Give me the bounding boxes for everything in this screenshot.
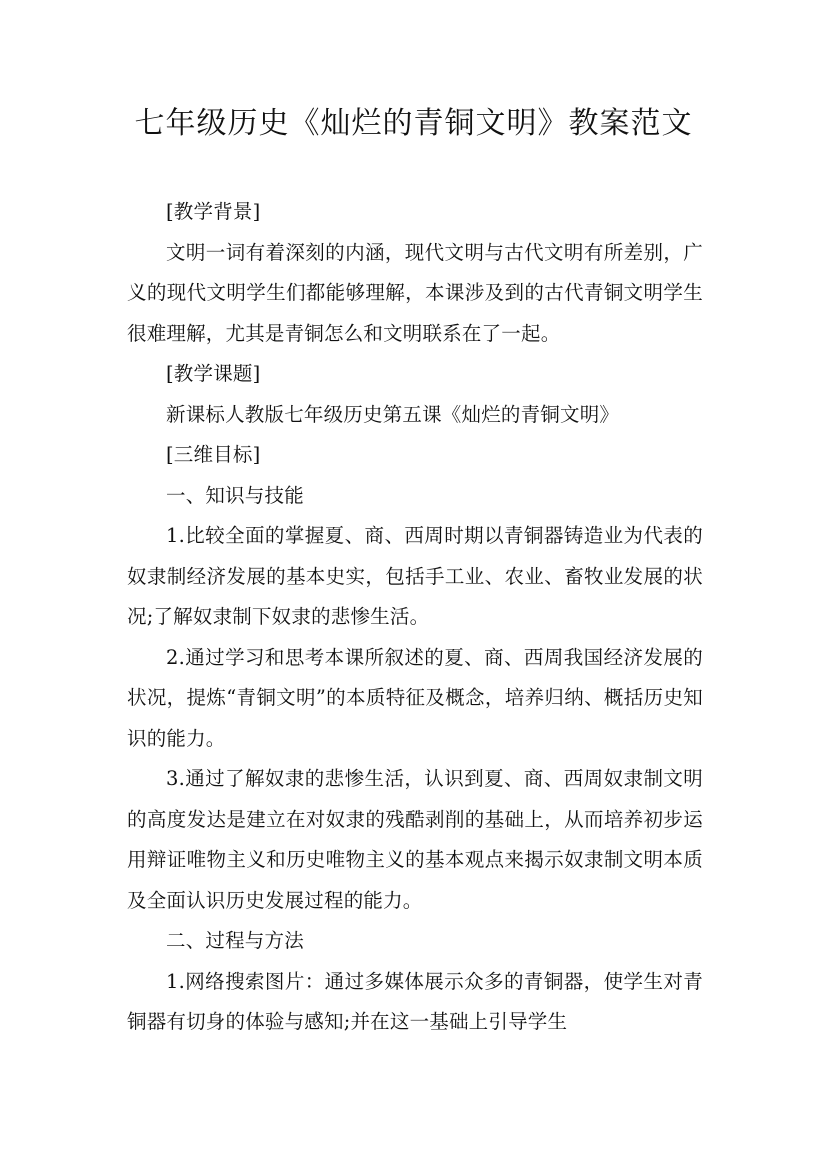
- section-heading-three-dimensional-goals: [三维目标]: [166, 443, 261, 466]
- subheading-knowledge-and-skills: 一、知识与技能: [166, 483, 304, 507]
- subheading-process-and-method: 二、过程与方法: [166, 929, 304, 952]
- paragraph-teaching-topic: 新课标人教版七年级历史第五课《灿烂的青铜文明》: [166, 402, 620, 426]
- document-title: 七年级历史《灿烂的青铜文明》教案范文: [134, 106, 693, 141]
- section-heading-teaching-background: [教学背景]: [166, 200, 261, 223]
- list-item-process-1: 1.网络搜索图片：通过多媒体展示众多的青铜器，使学生对青铜器有切身的体验与感知;并在这一基础上引导学生: [127, 969, 703, 1033]
- document-body: [127, 192, 703, 1043]
- list-item-knowledge-3: 3.通过了解奴隶的悲惨生活，认识到夏、商、西周奴隶制文明的高度发达是建立在对奴隶的残酷剥削的基础上，从而培养初步运用辩证唯物主义和历史唯物主义的基本观点来揭示奴隶制文明本质及全面认识历史发展过程的能力。: [127, 767, 703, 912]
- paragraph-teaching-background: 文明一词有着深刻的内涵，现代文明与古代文明有所差别，广义的现代文明学生们都能够理解，本课涉及到的古代青铜文明学生很难理解，尤其是青铜怎么和文明联系在了一起。: [127, 240, 703, 345]
- list-item-knowledge-1: 1.比较全面的掌握夏、商、西周时期以青铜器铸造业为代表的奴隶制经济发展的基本史实，包括手工业、农业、畜牧业发展的状况;了解奴隶制下奴隶的悲惨生活。: [127, 524, 703, 628]
- list-item-knowledge-2: 2.通过学习和思考本课所叙述的夏、商、西周我国经济发展的状况，提炼“青铜文明”的本质特征及概念，培养归纳、概括历史知识的能力。: [127, 645, 703, 750]
- section-heading-teaching-topic: [教学课题]: [166, 362, 261, 385]
